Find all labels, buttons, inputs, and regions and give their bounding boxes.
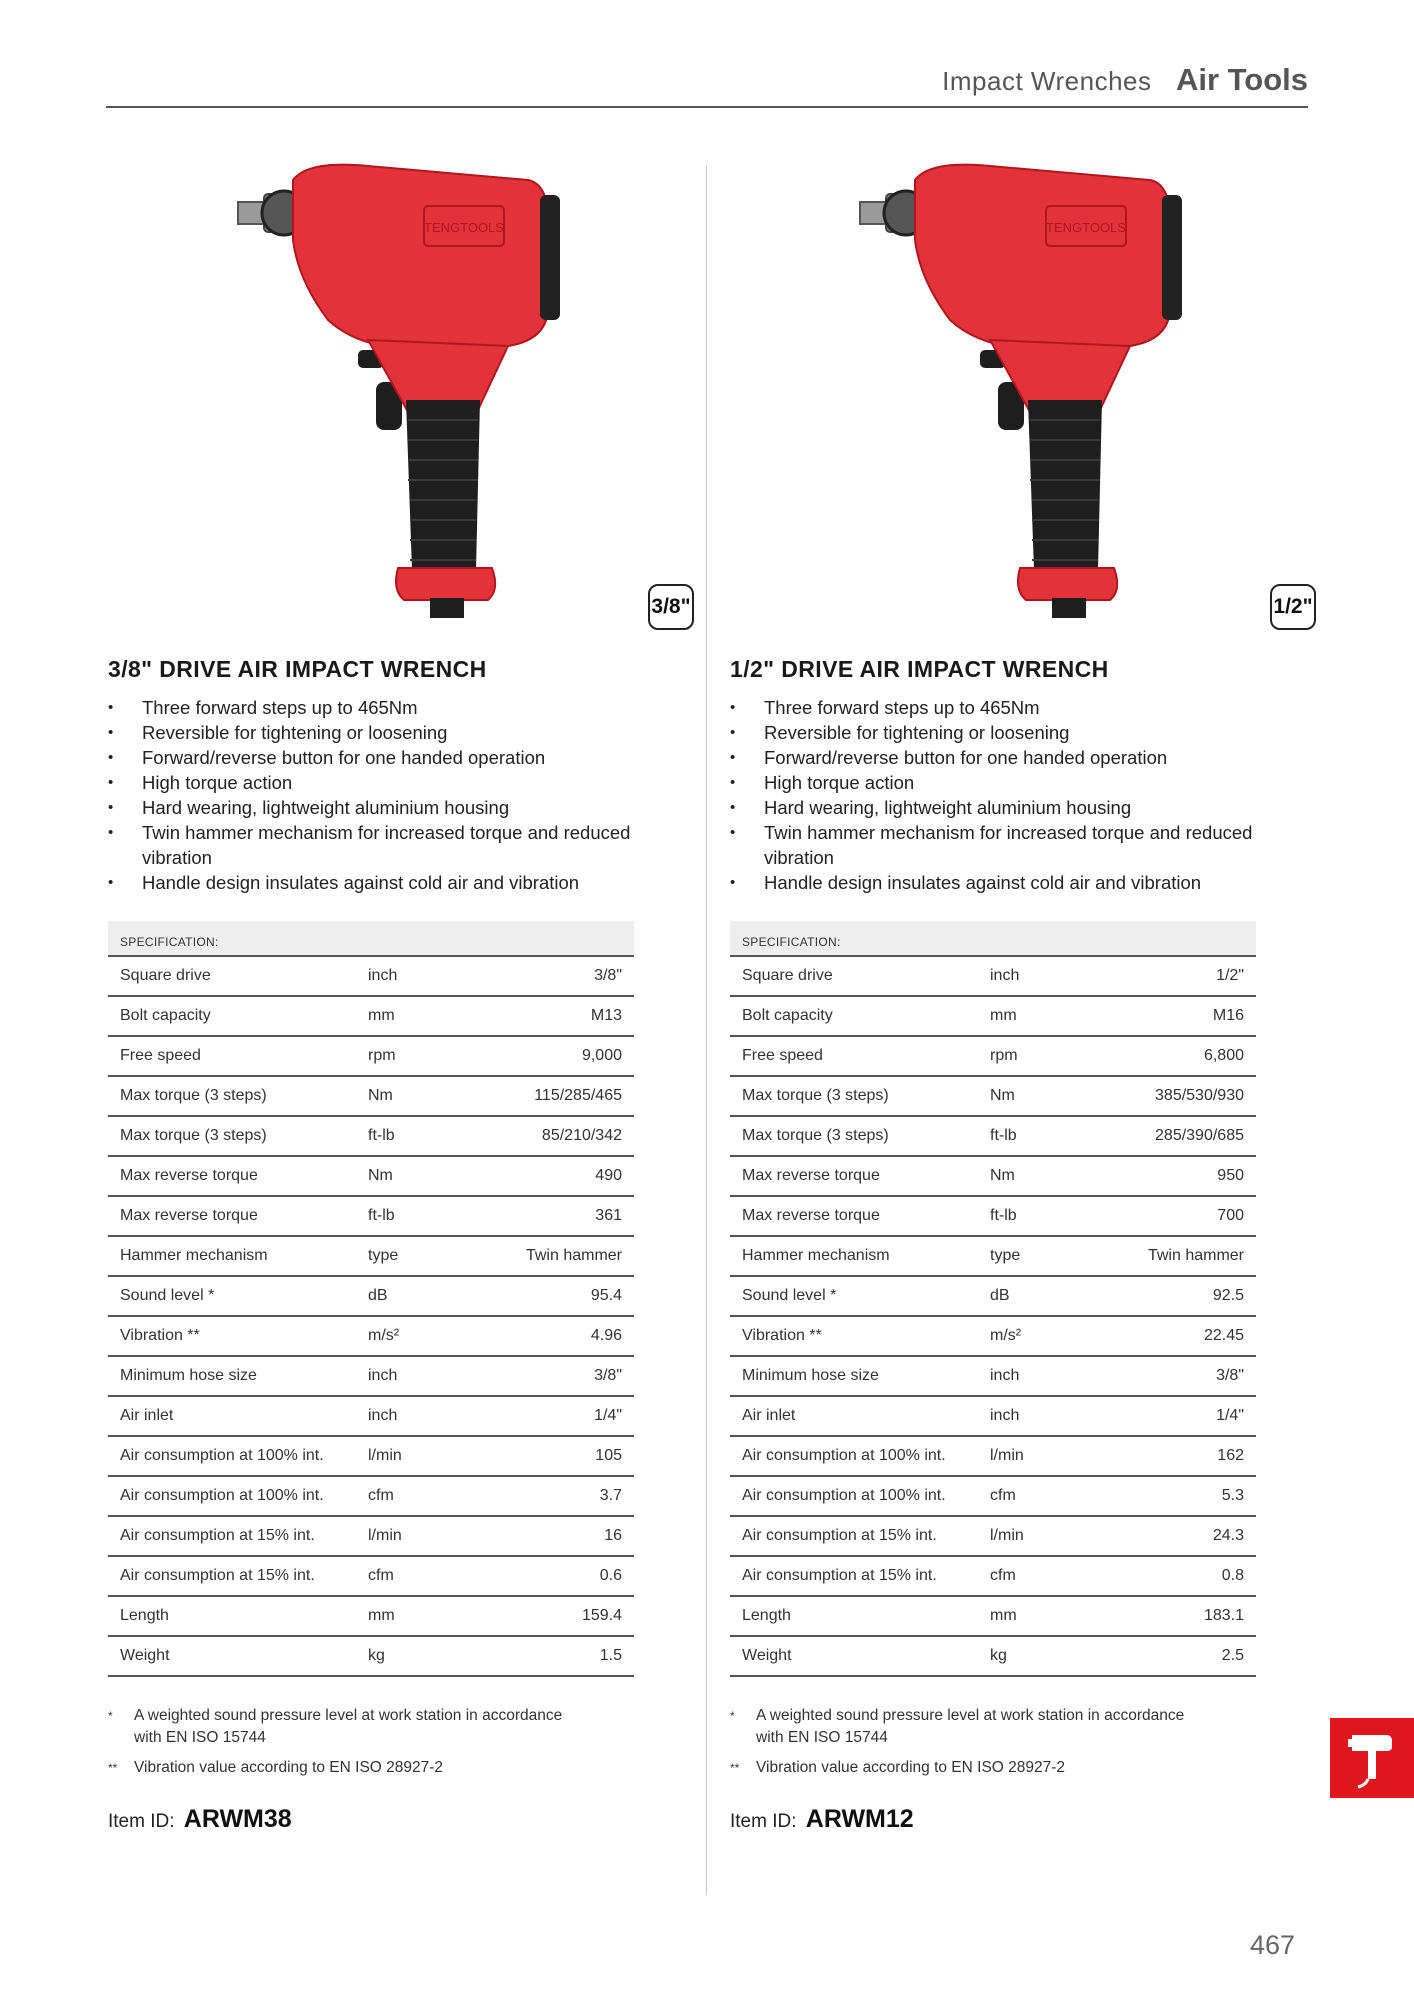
table-row	[730, 1356, 1256, 1396]
footnote-mark: *	[730, 1709, 735, 1723]
feature-item: • Twin hammer mechanism for increased torque and reduced vibration	[730, 820, 1310, 870]
feature-item: • Forward/reverse button for one handed operation	[730, 745, 1310, 770]
product-3-8-drive	[108, 150, 691, 1834]
feature-item: • Reversible for tightening or loosening	[108, 720, 688, 745]
table-row	[730, 1076, 1256, 1116]
spec-label: Max torque (3 steps)	[730, 1076, 978, 1116]
impact-wrench-icon	[108, 150, 688, 638]
spec-value: M13	[470, 996, 634, 1036]
feature-list	[730, 695, 1310, 895]
page-header	[106, 62, 1308, 108]
feature-item: • Three forward steps up to 465Nm	[730, 695, 1310, 720]
footnote	[730, 1757, 1196, 1779]
spec-value: 105	[470, 1436, 634, 1476]
spec-unit: cfm	[978, 1476, 1092, 1516]
spec-value: 700	[1092, 1196, 1256, 1236]
spec-label: Vibration **	[730, 1316, 978, 1356]
spec-label: Air consumption at 100% int.	[108, 1476, 356, 1516]
section-title: Impact Wrenches	[942, 66, 1152, 96]
spec-unit: Nm	[356, 1156, 470, 1196]
footnote	[108, 1757, 574, 1779]
footnote-mark: **	[108, 1761, 118, 1775]
table-row	[108, 1316, 634, 1356]
spec-label: Max reverse torque	[730, 1196, 978, 1236]
spec-value: 95.4	[470, 1276, 634, 1316]
spec-label: Square drive	[730, 956, 978, 996]
table-row	[108, 1556, 634, 1596]
air-tools-section-tab[interactable]	[1330, 1718, 1414, 1798]
spec-value: Twin hammer	[1092, 1236, 1256, 1276]
spec-unit: cfm	[356, 1476, 470, 1516]
spec-value: 22.45	[1092, 1316, 1256, 1356]
spec-unit: type	[978, 1236, 1092, 1276]
spec-label: Length	[108, 1596, 356, 1636]
spec-unit: kg	[978, 1636, 1092, 1676]
table-row	[730, 1036, 1256, 1076]
spec-value: 6,800	[1092, 1036, 1256, 1076]
spec-unit: Nm	[356, 1076, 470, 1116]
table-row	[730, 1636, 1256, 1676]
spec-unit: dB	[356, 1276, 470, 1316]
spec-unit: inch	[978, 956, 1092, 996]
spec-header: SPECIFICATION:	[108, 921, 634, 956]
spec-label: Air consumption at 15% int.	[108, 1516, 356, 1556]
table-row	[730, 1516, 1256, 1556]
table-row	[108, 1116, 634, 1156]
item-id-label: Item ID:	[730, 1811, 797, 1832]
spec-unit: inch	[978, 1396, 1092, 1436]
feature-item: • Three forward steps up to 465Nm	[108, 695, 688, 720]
table-row	[108, 1076, 634, 1116]
spec-label: Length	[730, 1596, 978, 1636]
spec-value: 3/8"	[470, 1356, 634, 1396]
feature-list	[108, 695, 688, 895]
spec-unit: l/min	[356, 1516, 470, 1556]
spec-label: Max torque (3 steps)	[108, 1116, 356, 1156]
spec-unit: l/min	[978, 1516, 1092, 1556]
spec-unit: m/s²	[356, 1316, 470, 1356]
footnote-mark: *	[108, 1709, 113, 1723]
spec-unit: rpm	[356, 1036, 470, 1076]
spec-label: Hammer mechanism	[108, 1236, 356, 1276]
spec-value: 2.5	[1092, 1636, 1256, 1676]
spec-value: 24.3	[1092, 1516, 1256, 1556]
footnote	[730, 1705, 1196, 1749]
spec-unit: dB	[978, 1276, 1092, 1316]
impact-wrench-icon	[730, 150, 1310, 638]
spec-value: 385/530/930	[1092, 1076, 1256, 1116]
air-tool-icon	[1346, 1727, 1398, 1789]
spec-label: Air consumption at 100% int.	[108, 1436, 356, 1476]
footnote-text: Vibration value according to EN ISO 28927-2	[756, 1759, 1066, 1776]
spec-label: Air consumption at 15% int.	[730, 1516, 978, 1556]
spec-value: 16	[470, 1516, 634, 1556]
feature-item: • Twin hammer mechanism for increased torque and reduced vibration	[108, 820, 688, 870]
table-row	[108, 1596, 634, 1636]
table-row	[730, 1476, 1256, 1516]
specification-table	[730, 921, 1256, 1677]
item-id	[108, 1805, 688, 1834]
table-row	[730, 996, 1256, 1036]
category-title: Air Tools	[1175, 62, 1308, 97]
brand-mark: TENGTOOLS	[1046, 220, 1126, 235]
table-row	[730, 1596, 1256, 1636]
spec-unit: ft-lb	[356, 1196, 470, 1236]
spec-value: 4.96	[470, 1316, 634, 1356]
spec-value: 162	[1092, 1436, 1256, 1476]
specification-table	[108, 921, 634, 1677]
table-row	[730, 1436, 1256, 1476]
spec-label: Air consumption at 100% int.	[730, 1476, 978, 1516]
spec-label: Hammer mechanism	[730, 1236, 978, 1276]
spec-label: Weight	[730, 1636, 978, 1676]
table-row	[730, 1316, 1256, 1356]
spec-value: 115/285/465	[470, 1076, 634, 1116]
spec-label: Air inlet	[730, 1396, 978, 1436]
footnote	[108, 1705, 574, 1749]
feature-item: • Handle design insulates against cold air and vibration	[108, 870, 688, 895]
spec-value: 85/210/342	[470, 1116, 634, 1156]
spec-label: Max reverse torque	[108, 1196, 356, 1236]
table-row	[108, 1356, 634, 1396]
spec-unit: mm	[978, 996, 1092, 1036]
table-row	[108, 1236, 634, 1276]
spec-value: 3.7	[470, 1476, 634, 1516]
spec-unit: inch	[356, 956, 470, 996]
spec-label: Air consumption at 100% int.	[730, 1436, 978, 1476]
table-row	[108, 1476, 634, 1516]
spec-unit: inch	[356, 1396, 470, 1436]
table-row	[730, 956, 1256, 996]
table-row	[730, 1236, 1256, 1276]
spec-value: 183.1	[1092, 1596, 1256, 1636]
spec-label: Max torque (3 steps)	[108, 1076, 356, 1116]
product-image	[108, 150, 691, 638]
spec-label: Max reverse torque	[730, 1156, 978, 1196]
spec-label: Sound level *	[108, 1276, 356, 1316]
spec-header: SPECIFICATION:	[730, 921, 1256, 956]
drive-size-badge: 1/2"	[1270, 584, 1316, 630]
item-id-label: Item ID:	[108, 1811, 175, 1832]
table-row	[108, 1396, 634, 1436]
table-row	[730, 1116, 1256, 1156]
page-number: 467	[1250, 1930, 1296, 1960]
table-row	[108, 1636, 634, 1676]
spec-value: 9,000	[470, 1036, 634, 1076]
feature-item: • Hard wearing, lightweight aluminium housing	[108, 795, 688, 820]
spec-label: Minimum hose size	[730, 1356, 978, 1396]
spec-unit: inch	[978, 1356, 1092, 1396]
spec-label: Square drive	[108, 956, 356, 996]
spec-value: Twin hammer	[470, 1236, 634, 1276]
feature-item: • Hard wearing, lightweight aluminium housing	[730, 795, 1310, 820]
spec-unit: l/min	[978, 1436, 1092, 1476]
spec-unit: Nm	[978, 1076, 1092, 1116]
spec-label: Weight	[108, 1636, 356, 1676]
feature-item: • Forward/reverse button for one handed operation	[108, 745, 688, 770]
table-row	[108, 956, 634, 996]
spec-value: 0.6	[470, 1556, 634, 1596]
brand-mark: TENGTOOLS	[424, 220, 504, 235]
spec-label: Air consumption at 15% int.	[108, 1556, 356, 1596]
spec-unit: mm	[978, 1596, 1092, 1636]
table-row	[730, 1396, 1256, 1436]
feature-item: • Handle design insulates against cold air and vibration	[730, 870, 1310, 895]
spec-unit: ft-lb	[356, 1116, 470, 1156]
spec-unit: cfm	[978, 1556, 1092, 1596]
item-id-code: ARWM38	[183, 1805, 292, 1833]
spec-unit: mm	[356, 996, 470, 1036]
spec-value: 1/4"	[470, 1396, 634, 1436]
spec-value: 1/4"	[1092, 1396, 1256, 1436]
item-id	[730, 1805, 1310, 1834]
spec-value: 490	[470, 1156, 634, 1196]
spec-value: M16	[1092, 996, 1256, 1036]
spec-label: Free speed	[730, 1036, 978, 1076]
spec-label: Max reverse torque	[108, 1156, 356, 1196]
spec-unit: kg	[356, 1636, 470, 1676]
table-row	[108, 1436, 634, 1476]
spec-label: Air inlet	[108, 1396, 356, 1436]
spec-value: 950	[1092, 1156, 1256, 1196]
table-row	[730, 1156, 1256, 1196]
spec-label: Bolt capacity	[730, 996, 978, 1036]
spec-unit: mm	[356, 1596, 470, 1636]
product-1-2-drive	[730, 150, 1313, 1834]
spec-unit: ft-lb	[978, 1196, 1092, 1236]
spec-unit: inch	[356, 1356, 470, 1396]
spec-value: 361	[470, 1196, 634, 1236]
footnote-text: A weighted sound pressure level at work station in accordance with EN ISO 15744	[134, 1707, 563, 1746]
spec-value: 159.4	[470, 1596, 634, 1636]
footnote-text: A weighted sound pressure level at work station in accordance with EN ISO 15744	[756, 1707, 1185, 1746]
product-title: 1/2" DRIVE AIR IMPACT WRENCH	[730, 656, 1109, 682]
spec-label: Sound level *	[730, 1276, 978, 1316]
spec-value: 1/2"	[1092, 956, 1256, 996]
spec-unit: Nm	[978, 1156, 1092, 1196]
table-row	[730, 1276, 1256, 1316]
spec-value: 3/8"	[1092, 1356, 1256, 1396]
footnote-text: Vibration value according to EN ISO 28927-2	[134, 1759, 444, 1776]
spec-unit: type	[356, 1236, 470, 1276]
table-row	[108, 1036, 634, 1076]
table-row	[108, 1276, 634, 1316]
spec-label: Free speed	[108, 1036, 356, 1076]
spec-label: Vibration **	[108, 1316, 356, 1356]
spec-label: Max torque (3 steps)	[730, 1116, 978, 1156]
table-row	[730, 1556, 1256, 1596]
feature-item: • High torque action	[730, 770, 1310, 795]
spec-label: Air consumption at 15% int.	[730, 1556, 978, 1596]
table-row	[108, 1196, 634, 1236]
footnote-mark: **	[730, 1761, 740, 1775]
spec-value: 285/390/685	[1092, 1116, 1256, 1156]
spec-value: 5.3	[1092, 1476, 1256, 1516]
product-title: 3/8" DRIVE AIR IMPACT WRENCH	[108, 656, 487, 682]
table-row	[108, 1516, 634, 1556]
column-divider	[706, 165, 707, 1895]
spec-unit: rpm	[978, 1036, 1092, 1076]
table-row	[108, 1156, 634, 1196]
spec-label: Bolt capacity	[108, 996, 356, 1036]
spec-value: 92.5	[1092, 1276, 1256, 1316]
footnotes	[108, 1705, 688, 1779]
footnotes	[730, 1705, 1310, 1779]
spec-value: 1.5	[470, 1636, 634, 1676]
drive-size-badge: 3/8"	[648, 584, 694, 630]
spec-label: Minimum hose size	[108, 1356, 356, 1396]
feature-item: • High torque action	[108, 770, 688, 795]
table-row	[108, 996, 634, 1036]
product-image	[730, 150, 1313, 638]
feature-item: • Reversible for tightening or loosening	[730, 720, 1310, 745]
spec-unit: ft-lb	[978, 1116, 1092, 1156]
item-id-code: ARWM12	[805, 1805, 914, 1833]
spec-unit: m/s²	[978, 1316, 1092, 1356]
spec-value: 3/8"	[470, 956, 634, 996]
spec-unit: cfm	[356, 1556, 470, 1596]
spec-unit: l/min	[356, 1436, 470, 1476]
spec-value: 0.8	[1092, 1556, 1256, 1596]
table-row	[730, 1196, 1256, 1236]
